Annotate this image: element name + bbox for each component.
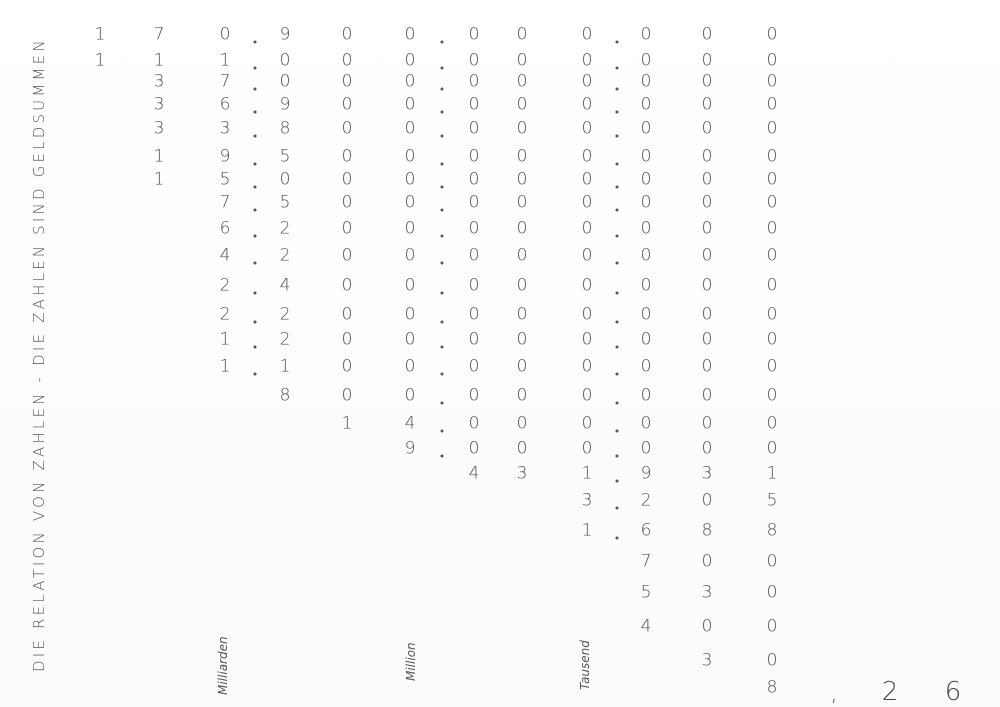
thousands-separator-dot [615, 373, 618, 376]
digit: 0 [581, 169, 593, 190]
digit: 0 [468, 71, 480, 92]
digit: 9 [279, 94, 291, 115]
digit: 0 [341, 192, 353, 213]
thousands-separator-dot [441, 209, 444, 212]
digit: 0 [701, 24, 713, 45]
digit: 3 [581, 490, 593, 511]
digit: 0 [701, 304, 713, 325]
digit: 0 [701, 146, 713, 167]
digit: 0 [404, 192, 416, 213]
digit: 0 [341, 146, 353, 167]
digit: 0 [701, 385, 713, 406]
thousands-separator-dot [254, 292, 257, 295]
digit: 7 [219, 192, 231, 213]
digit: 2 [640, 490, 652, 511]
digit: 0 [701, 490, 713, 511]
digit: 0 [516, 245, 528, 266]
digit: 3 [219, 118, 231, 139]
thousands-separator-dot [441, 262, 444, 265]
digit: 0 [404, 146, 416, 167]
digit: 0 [468, 329, 480, 350]
thousands-separator-dot [441, 135, 444, 138]
digit: 0 [341, 245, 353, 266]
digit: 4 [404, 413, 416, 434]
digit: 0 [766, 192, 778, 213]
digit: 2 [279, 304, 291, 325]
digit: 0 [581, 192, 593, 213]
digit: 0 [219, 24, 231, 45]
digit: 0 [516, 413, 528, 434]
digit: 8 [766, 677, 778, 698]
thousands-separator-dot [615, 111, 618, 114]
digit: 0 [581, 146, 593, 167]
digit: 0 [701, 616, 713, 637]
digit: 0 [640, 329, 652, 350]
digit: 9 [640, 463, 652, 484]
digit: 0 [701, 50, 713, 71]
thousands-separator-dot [615, 135, 618, 138]
digit: 0 [701, 356, 713, 377]
digit: 0 [640, 356, 652, 377]
digit: 5 [279, 146, 291, 167]
thousands-separator-dot [615, 480, 618, 483]
digit: 0 [341, 304, 353, 325]
digit: 0 [766, 551, 778, 572]
digit: 4 [279, 275, 291, 296]
digit: 0 [581, 50, 593, 71]
thousands-separator-dot [615, 41, 618, 44]
digit: 0 [468, 413, 480, 434]
digit: 0 [341, 94, 353, 115]
thousands-separator-dot [615, 262, 618, 265]
digit: 0 [701, 275, 713, 296]
digit: 0 [581, 275, 593, 296]
digit: 0 [468, 385, 480, 406]
digit: 0 [766, 94, 778, 115]
thousands-separator-dot [615, 292, 618, 295]
thousands-separator-dot [254, 163, 257, 166]
digit: 0 [468, 356, 480, 377]
digit: 5 [766, 490, 778, 511]
digit: 0 [766, 385, 778, 406]
digit: 0 [516, 169, 528, 190]
digit: 1 [341, 413, 353, 434]
digit: 0 [581, 356, 593, 377]
digit: 0 [766, 304, 778, 325]
thousands-separator-dot [254, 135, 257, 138]
digit: 0 [404, 356, 416, 377]
digit: 1 [153, 169, 165, 190]
digit: 0 [581, 385, 593, 406]
digit: 0 [516, 385, 528, 406]
thousands-separator-dot [615, 402, 618, 405]
digit: 7 [640, 551, 652, 572]
digit: 0 [766, 118, 778, 139]
thousands-separator-dot [615, 88, 618, 91]
digit: 3 [701, 463, 713, 484]
thousands-separator-dot [441, 111, 444, 114]
digit: 0 [404, 329, 416, 350]
thousands-separator-dot [615, 321, 618, 324]
digit: 0 [701, 245, 713, 266]
digit: 0 [701, 169, 713, 190]
digit: 0 [640, 245, 652, 266]
digit: 0 [404, 304, 416, 325]
digit: 0 [516, 94, 528, 115]
digit: 0 [404, 24, 416, 45]
digit: 0 [516, 275, 528, 296]
thousands-separator-dot [254, 373, 257, 376]
digit: 0 [640, 275, 652, 296]
digit: 0 [468, 50, 480, 71]
digit: 0 [341, 50, 353, 71]
thousands-separator-dot [615, 235, 618, 238]
digit: 1 [219, 329, 231, 350]
digit: 0 [701, 94, 713, 115]
digit: 9 [219, 146, 231, 167]
digit: 0 [341, 356, 353, 377]
digit: 2 [279, 245, 291, 266]
digit: 1 [94, 24, 106, 45]
digit: 3 [153, 94, 165, 115]
thousands-separator-dot [254, 111, 257, 114]
thousands-separator-dot [441, 430, 444, 433]
digit: 0 [516, 146, 528, 167]
digit: 0 [341, 385, 353, 406]
digit: 0 [468, 24, 480, 45]
digit: 0 [404, 275, 416, 296]
digit: 0 [766, 650, 778, 671]
digit: 0 [581, 24, 593, 45]
digit: 0 [581, 94, 593, 115]
digit: 2 [279, 218, 291, 239]
digit: 2 [219, 304, 231, 325]
digit: 6 [640, 520, 652, 541]
thousands-separator-dot [254, 88, 257, 91]
thousands-separator-dot [441, 163, 444, 166]
digit: 0 [640, 169, 652, 190]
digit: 0 [640, 118, 652, 139]
thousands-separator-dot [254, 346, 257, 349]
digit: 0 [341, 218, 353, 239]
digit: 0 [766, 71, 778, 92]
digit: 0 [640, 413, 652, 434]
digit: 8 [279, 385, 291, 406]
thousands-separator-dot [615, 346, 618, 349]
thousands-separator-dot [441, 41, 444, 44]
digit: 0 [279, 50, 291, 71]
digit: 0 [766, 169, 778, 190]
digit: 0 [701, 329, 713, 350]
digit: 0 [581, 218, 593, 239]
digit: 0 [341, 71, 353, 92]
thousands-separator-dot [441, 235, 444, 238]
digit: 0 [640, 192, 652, 213]
thousands-separator-dot [254, 41, 257, 44]
digit: 0 [468, 304, 480, 325]
page-number-digit: 2 [881, 677, 899, 707]
digit: 0 [468, 146, 480, 167]
unit-label-milliarden: Milliarden [216, 636, 230, 695]
digit: 1 [153, 50, 165, 71]
thousands-separator-dot [615, 507, 618, 510]
digit: 0 [766, 582, 778, 603]
thousands-separator-dot [615, 537, 618, 540]
digit: 1 [219, 50, 231, 71]
digit: 0 [640, 438, 652, 459]
page-number-separator: , [830, 681, 838, 707]
thousands-separator-dot [441, 321, 444, 324]
digit: 6 [219, 218, 231, 239]
digit: 3 [701, 650, 713, 671]
thousands-separator-dot [254, 262, 257, 265]
digit: 3 [701, 582, 713, 603]
digit: 0 [341, 329, 353, 350]
thousands-separator-dot [254, 186, 257, 189]
digit: 0 [279, 71, 291, 92]
digit: 0 [640, 304, 652, 325]
digit: 0 [766, 329, 778, 350]
digit: 0 [468, 218, 480, 239]
vertical-title: DIE RELATION VON ZAHLEN - DIE ZAHLEN SIND GELDSUMMEN [30, 37, 48, 672]
digit: 0 [516, 356, 528, 377]
digit: 0 [516, 304, 528, 325]
digit: 1 [279, 356, 291, 377]
digit: 0 [766, 413, 778, 434]
digit: 0 [581, 413, 593, 434]
digit: 0 [468, 438, 480, 459]
unit-label-tausend: Tausend [578, 640, 592, 690]
thousands-separator-dot [441, 88, 444, 91]
digit: 0 [516, 71, 528, 92]
thousands-separator-dot [254, 321, 257, 324]
digit: 0 [766, 218, 778, 239]
digit: 0 [404, 218, 416, 239]
digit: 4 [468, 463, 480, 484]
thousands-separator-dot [441, 402, 444, 405]
thousands-separator-dot [615, 67, 618, 70]
thousands-separator-dot [441, 346, 444, 349]
thousands-separator-dot [254, 67, 257, 70]
digit: 0 [701, 118, 713, 139]
thousands-separator-dot [441, 455, 444, 458]
digit: 0 [468, 169, 480, 190]
digit: 2 [219, 275, 231, 296]
digit: 7 [219, 71, 231, 92]
thousands-separator-dot [441, 373, 444, 376]
digit: 0 [766, 438, 778, 459]
digit: 0 [640, 218, 652, 239]
digit: 4 [640, 616, 652, 637]
digit: 0 [640, 385, 652, 406]
thousands-separator-dot [615, 163, 618, 166]
digit: 0 [341, 118, 353, 139]
digit: 1 [94, 50, 106, 71]
digit: 0 [516, 218, 528, 239]
digit: 0 [766, 356, 778, 377]
digit: 0 [341, 24, 353, 45]
digit: 9 [279, 24, 291, 45]
digit: 0 [640, 50, 652, 71]
digit: 0 [516, 192, 528, 213]
digit: 0 [341, 169, 353, 190]
digit: 9 [404, 438, 416, 459]
unit-label-million: Million [404, 642, 418, 681]
digit: 0 [640, 146, 652, 167]
digit: 0 [468, 245, 480, 266]
digit: 0 [766, 146, 778, 167]
thousands-separator-dot [441, 186, 444, 189]
digit: 2 [279, 329, 291, 350]
digit: 0 [404, 245, 416, 266]
digit: 0 [468, 118, 480, 139]
digit: 0 [516, 50, 528, 71]
digit: 6 [219, 94, 231, 115]
digit: 4 [219, 245, 231, 266]
digit: 0 [404, 50, 416, 71]
digit: 3 [153, 71, 165, 92]
digit: 0 [766, 50, 778, 71]
thousands-separator-dot [254, 235, 257, 238]
digit: 0 [404, 94, 416, 115]
digit: 0 [581, 329, 593, 350]
digit: 5 [219, 169, 231, 190]
digit: 0 [404, 118, 416, 139]
digit: 0 [701, 192, 713, 213]
digit: 0 [701, 218, 713, 239]
digit: 0 [701, 551, 713, 572]
digit: 0 [341, 275, 353, 296]
thousands-separator-dot [615, 186, 618, 189]
digit: 5 [640, 582, 652, 603]
digit: 0 [516, 438, 528, 459]
page-number-digit: 6 [944, 677, 962, 707]
thousands-separator-dot [441, 292, 444, 295]
digit: 8 [279, 118, 291, 139]
digit: 0 [516, 118, 528, 139]
thousands-separator-dot [615, 209, 618, 212]
digit: 0 [640, 24, 652, 45]
digit: 0 [766, 275, 778, 296]
digit: 0 [766, 24, 778, 45]
digit: 1 [581, 463, 593, 484]
digit: 0 [581, 245, 593, 266]
digit: 0 [468, 275, 480, 296]
digit: 0 [468, 192, 480, 213]
digit: 3 [153, 118, 165, 139]
digit: 0 [581, 118, 593, 139]
digit: 0 [516, 329, 528, 350]
thousands-separator-dot [615, 430, 618, 433]
thousands-separator-dot [615, 455, 618, 458]
digit: 1 [219, 356, 231, 377]
digit: 8 [701, 520, 713, 541]
digit: 1 [766, 463, 778, 484]
thousands-separator-dot [254, 209, 257, 212]
digit: 8 [766, 520, 778, 541]
digit: 0 [701, 71, 713, 92]
digit: 1 [153, 146, 165, 167]
digit: 0 [581, 71, 593, 92]
digit: 0 [581, 438, 593, 459]
digit: 0 [766, 245, 778, 266]
digit: 0 [516, 24, 528, 45]
digit: 0 [468, 94, 480, 115]
thousands-separator-dot [441, 67, 444, 70]
digit: 0 [581, 304, 593, 325]
digit: 0 [404, 71, 416, 92]
digit: 0 [766, 616, 778, 637]
digit: 0 [640, 94, 652, 115]
digit: 0 [701, 438, 713, 459]
digit: 0 [404, 169, 416, 190]
digit: 0 [404, 385, 416, 406]
digit: 0 [701, 413, 713, 434]
digit: 0 [279, 169, 291, 190]
digit: 5 [279, 192, 291, 213]
digit: 7 [153, 24, 165, 45]
digit: 1 [581, 520, 593, 541]
digit: 0 [640, 71, 652, 92]
digit: 3 [516, 463, 528, 484]
